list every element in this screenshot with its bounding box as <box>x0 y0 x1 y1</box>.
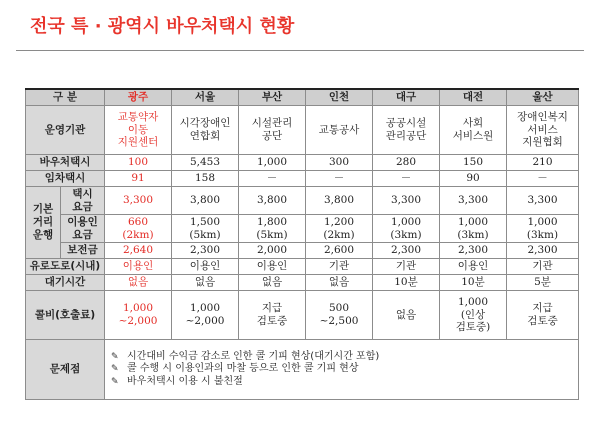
table-cell: 100 <box>105 155 172 171</box>
header-ulsan: 울산 <box>507 89 579 106</box>
header-daegu: 대구 <box>373 89 440 106</box>
table-cell: 2,300 <box>440 243 507 259</box>
table-cell: － <box>239 171 306 187</box>
table-cell: 1,000 ~2,000 <box>172 291 239 340</box>
table-cell: 없음 <box>306 275 373 291</box>
pencil-icon: ✎ <box>111 352 119 363</box>
table-cell: 3,800 <box>306 187 373 215</box>
group-label-basic-distance: 기본 거리 운행 <box>26 187 61 259</box>
table-cell: 이용인 <box>172 259 239 275</box>
row-label: 임차택시 <box>26 171 105 187</box>
row-label: 콜비(호출료) <box>26 291 105 340</box>
table-row <box>26 215 579 243</box>
table-cell: 이용인 <box>105 259 172 275</box>
problem-text: 콜 수행 시 이용인과의 마찰 등으로 인한 콜 기피 현상 <box>127 363 359 375</box>
row-label: 유로도로(시내) <box>26 259 105 275</box>
table-cell: 5,453 <box>172 155 239 171</box>
list-item <box>111 376 572 388</box>
table-cell: 2,300 <box>373 243 440 259</box>
table-cell: 2,300 <box>172 243 239 259</box>
table-cell: 210 <box>507 155 579 171</box>
table-cell: 90 <box>440 171 507 187</box>
table-cell: 공공시설 관리공단 <box>373 106 440 155</box>
table-cell: 2,640 <box>105 243 172 259</box>
row-label: 택시 요금 <box>61 187 105 215</box>
table-row <box>26 106 579 155</box>
page-title: 전국 특 · 광역시 바우처택시 현황 <box>30 16 295 37</box>
table-cell: 장애인복지 서비스 지원협회 <box>507 106 579 155</box>
table-cell: 2,300 <box>507 243 579 259</box>
table-row <box>26 187 579 215</box>
table-cell: 500 ~2,500 <box>306 291 373 340</box>
table-cell: 기관 <box>507 259 579 275</box>
table-cell: 280 <box>373 155 440 171</box>
header-row <box>26 89 579 106</box>
table-cell: 91 <box>105 171 172 187</box>
table-cell: 660 (2km) <box>105 215 172 243</box>
table-cell: － <box>507 171 579 187</box>
table-row <box>26 243 579 259</box>
row-label: 이용인 요금 <box>61 215 105 243</box>
table-cell: 지급 검토중 <box>239 291 306 340</box>
table-cell: 없음 <box>172 275 239 291</box>
table-cell: 1,500 (5km) <box>172 215 239 243</box>
table-cell: 사회 서비스원 <box>440 106 507 155</box>
pencil-icon: ✎ <box>111 364 119 375</box>
problem-text: 바우처택시 이용 시 불친절 <box>127 375 243 387</box>
table-cell: 이용인 <box>440 259 507 275</box>
table-row <box>26 340 579 400</box>
table-row <box>26 291 579 340</box>
table-row <box>26 155 579 171</box>
table-cell: 없음 <box>373 291 440 340</box>
table-cell: 1,000 (3km) <box>373 215 440 243</box>
table-cell: 1,800 (5km) <box>239 215 306 243</box>
table-cell: 1,000 (3km) <box>507 215 579 243</box>
list-item <box>111 351 572 363</box>
table-cell: 기관 <box>306 259 373 275</box>
problem-text: 시간대비 수익금 감소로 인한 콜 기피 현상(대기시간 포함) <box>127 351 380 363</box>
table-cell: 150 <box>440 155 507 171</box>
voucher-taxi-table <box>25 88 579 400</box>
table-cell: 10분 <box>373 275 440 291</box>
table-cell: 시각장애인 연합회 <box>172 106 239 155</box>
table-cell: － <box>306 171 373 187</box>
table-cell: 1,200 (2km) <box>306 215 373 243</box>
row-label: 문제점 <box>26 340 105 400</box>
table-cell: 3,300 <box>373 187 440 215</box>
table-cell: 교통약자 이동 지원센터 <box>105 106 172 155</box>
table-cell: 3,300 <box>440 187 507 215</box>
header-daejeon: 대전 <box>440 89 507 106</box>
table-cell: 1,000 <box>239 155 306 171</box>
table-cell: 158 <box>172 171 239 187</box>
table-cell: 3,300 <box>507 187 579 215</box>
header-busan: 부산 <box>239 89 306 106</box>
table-row <box>26 275 579 291</box>
header-gwangju: 광주 <box>105 89 172 106</box>
table-cell: 1,000 ~2,000 <box>105 291 172 340</box>
table-cell: 3,300 <box>105 187 172 215</box>
header-category: 구 분 <box>26 89 105 106</box>
table-cell: 3,800 <box>239 187 306 215</box>
table-row <box>26 259 579 275</box>
table-cell: 없음 <box>239 275 306 291</box>
table-cell: 5분 <box>507 275 579 291</box>
header-seoul: 서울 <box>172 89 239 106</box>
table-cell: 2,600 <box>306 243 373 259</box>
problems-cell <box>105 340 579 400</box>
header-incheon: 인천 <box>306 89 373 106</box>
table-cell: 교통공사 <box>306 106 373 155</box>
row-label: 대기시간 <box>26 275 105 291</box>
table-cell: 2,000 <box>239 243 306 259</box>
table-row <box>26 171 579 187</box>
table-cell: 1,000 (인상 검토중) <box>440 291 507 340</box>
table-cell: 기관 <box>373 259 440 275</box>
table-cell: 시설관리 공단 <box>239 106 306 155</box>
title-divider <box>16 50 584 51</box>
table-cell: 3,800 <box>172 187 239 215</box>
table-cell: 1,000 (3km) <box>440 215 507 243</box>
table-cell: 10분 <box>440 275 507 291</box>
list-item <box>111 363 572 375</box>
table-cell: 이용인 <box>239 259 306 275</box>
row-label: 바우처택시 <box>26 155 105 171</box>
row-label: 운영기관 <box>26 106 105 155</box>
table-cell: 지급 검토중 <box>507 291 579 340</box>
table-cell: － <box>373 171 440 187</box>
table-cell: 없음 <box>105 275 172 291</box>
table-cell: 300 <box>306 155 373 171</box>
pencil-icon: ✎ <box>111 376 119 387</box>
row-label: 보전금 <box>61 243 105 259</box>
